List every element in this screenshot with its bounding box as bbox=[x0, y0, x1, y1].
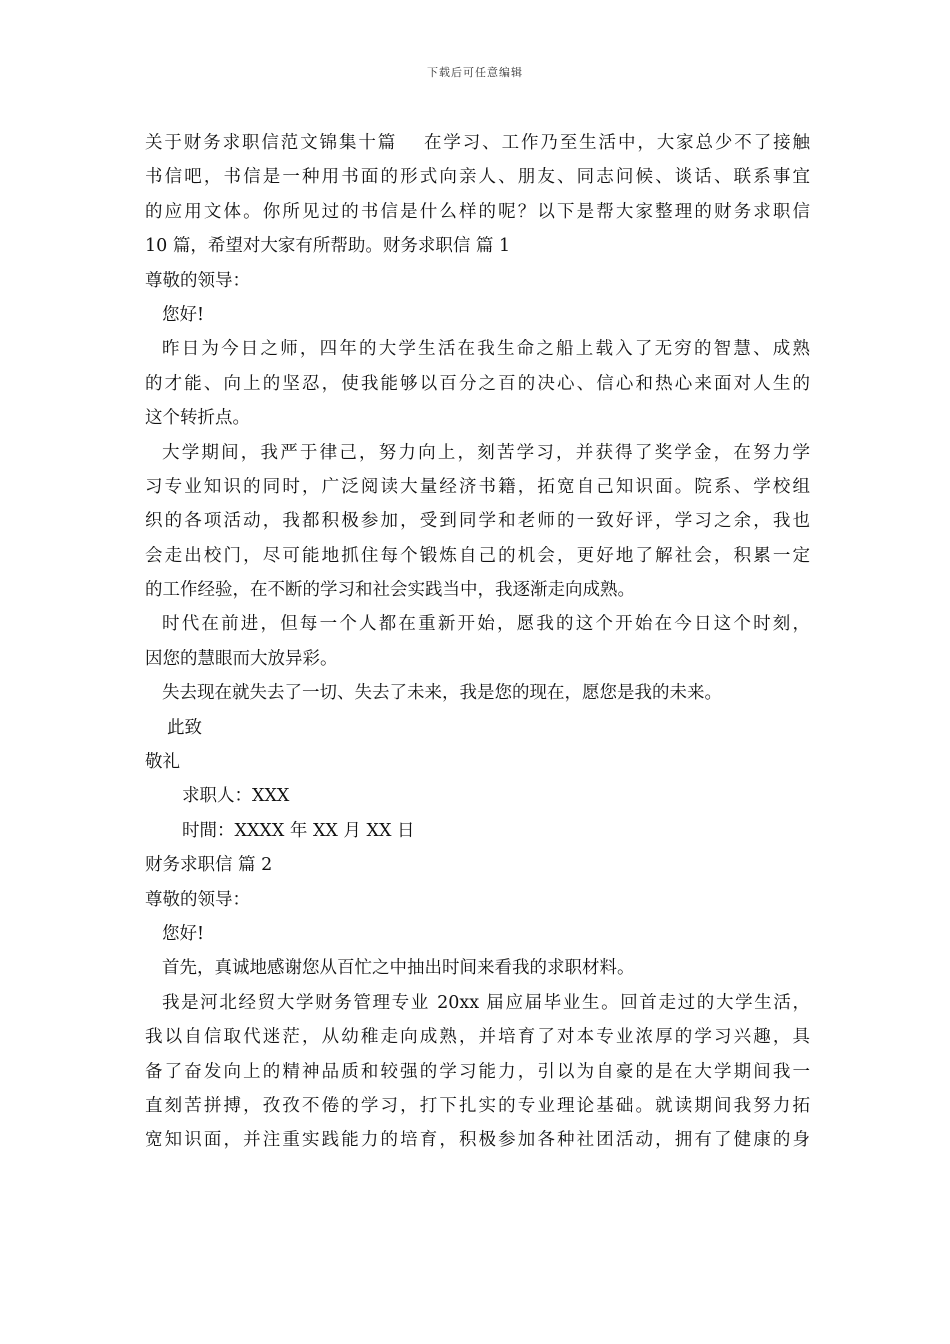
text-line: 这个转折点。 bbox=[145, 408, 250, 429]
text-line: 时代在前进，但每一个人都在重新开始，愿我的这个开始在今日这个时刻， bbox=[162, 614, 810, 635]
text-line: 10 篇，希望对大家有所帮助。财务求职信 篇 1 bbox=[145, 236, 511, 257]
text-line: 因您的慧眼而大放异彩。 bbox=[145, 648, 338, 669]
text-line: 时間：XXXX 年 XX 月 XX 日 bbox=[182, 820, 415, 841]
text-line: 关于财务求职信范文锦集十篇 在学习、工作乃至生活中，大家总少不了接触 bbox=[145, 133, 810, 153]
header-note: 下载后可任意编辑 bbox=[427, 66, 523, 79]
text-line: 尊敬的领导： bbox=[145, 889, 250, 910]
text-line: 宽知识面，并注重实践能力的培育，积极参加各种社团活动，拥有了健康的身 bbox=[145, 1130, 810, 1151]
document-body bbox=[145, 126, 810, 1158]
text-line: 习专业知识的同时，广泛阅读大量经济书籍，拓宽自己知识面。院系、学校组 bbox=[145, 476, 810, 497]
text-line: 我以自信取代迷茫，从幼稚走向成熟，并培育了对本专业浓厚的学习兴趣，具 bbox=[145, 1027, 810, 1048]
text-line: 备了奋发向上的精神品质和较强的学习能力，引以为自豪的是在大学期间我一 bbox=[145, 1061, 810, 1082]
text-line: 书信吧，书信是一种用书面的形式向亲人、朋友、同志问候、谈话、联系事宜 bbox=[145, 167, 810, 188]
text-line: 求职人：XXX bbox=[182, 786, 290, 807]
text-line: 尊敬的领导： bbox=[145, 270, 250, 291]
text-line: 的应用文体。你所见过的书信是什么样的呢？以下是帮大家整理的财务求职信 bbox=[145, 201, 810, 222]
text-line: 的工作经验，在不断的学习和社会实践当中，我逐渐走向成熟。 bbox=[145, 580, 635, 601]
text-line: 直刻苦拼搏，孜孜不倦的学习，打下扎实的专业理论基础。就读期间我努力拓 bbox=[145, 1095, 810, 1116]
text-line: 失去现在就失去了一切、失去了未来，我是您的现在，愿您是我的未来。 bbox=[162, 683, 722, 704]
text-line: 大学期间，我严于律己，努力向上，刻苦学习，并获得了奖学金，在努力学 bbox=[162, 442, 810, 463]
text-line: 您好! bbox=[162, 304, 205, 325]
text-line: 敬礼 bbox=[145, 752, 180, 773]
text-line: 我是河北经贸大学财务管理专业 20xx 届应届毕业生。回首走过的大学生活， bbox=[162, 992, 810, 1013]
text-line: 昨日为今日之师，四年的大学生活在我生命之船上载入了无穷的智慧、成熟 bbox=[162, 339, 810, 360]
text-line: 此致 bbox=[167, 717, 202, 738]
text-line: 首先，真诚地感谢您从百忙之中抽出时间来看我的求职材料。 bbox=[162, 958, 635, 979]
text-line: 财务求职信 篇 2 bbox=[145, 855, 273, 876]
text-line: 会走出校门，尽可能地抓住每个锻炼自己的机会，更好地了解社会，积累一定 bbox=[145, 545, 810, 566]
text-line: 织的各项活动，我都积极参加，受到同学和老师的一致好评，学习之余，我也 bbox=[145, 511, 810, 532]
text-line: 您好! bbox=[162, 923, 205, 944]
text-line: 的才能、向上的坚忍，使我能够以百分之百的决心、信心和热心来面对人生的 bbox=[145, 373, 810, 394]
